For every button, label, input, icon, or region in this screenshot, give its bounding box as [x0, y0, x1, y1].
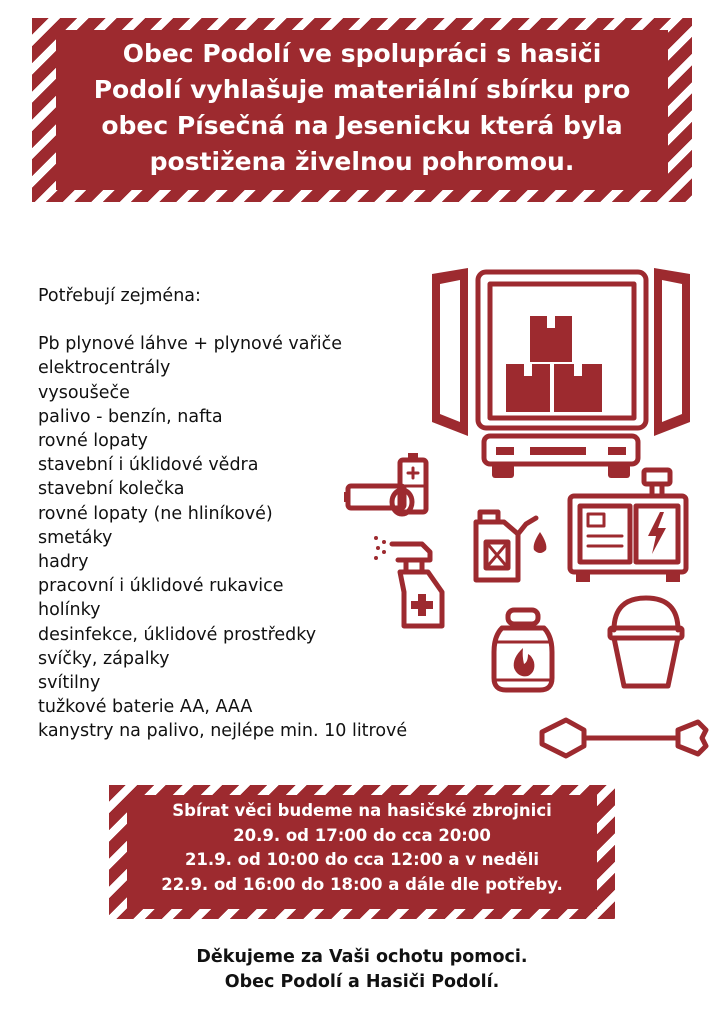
spray-bottle-icon: [372, 530, 448, 632]
list-item: stavební i úklidové vědra: [38, 455, 259, 476]
list-item: kanystry na palivo, nejlépe min. 10 litrové: [38, 721, 408, 742]
collection-line: 22.9. od 16:00 do 18:00 a dále dle potřeby.: [161, 874, 563, 894]
needs-heading: Potřebují zejména:: [38, 286, 201, 306]
announcement-line: Obec Podolí ve spolupráci s hasiči: [122, 39, 602, 68]
list-item: svítilny: [38, 673, 101, 694]
shovel-icon: [538, 712, 710, 764]
announcement-line: obec Písečná na Jesenicku která byla: [101, 111, 623, 140]
announcement-line: postižena živelnou pohromou.: [149, 147, 575, 176]
collection-line: 21.9. od 10:00 do cca 12:00 a v neděli: [184, 850, 540, 869]
list-item: rovné lopaty (ne hliníkové): [38, 503, 273, 524]
announcement-text: [56, 30, 668, 190]
announcement-banner: [32, 18, 692, 202]
announcement-line: Podolí vyhlašuje materiální sbírku pro: [93, 75, 631, 104]
list-item: Pb plynové láhve + plynové vařiče: [38, 334, 342, 355]
generator-icon: [566, 466, 690, 586]
list-item: svíčky, zápalky: [38, 648, 170, 669]
truck-icon: [430, 266, 692, 480]
thanks-footer: [0, 945, 724, 995]
list-item: pracovní i úklidové rukavice: [38, 576, 284, 597]
gas-cylinder-icon: [490, 606, 556, 694]
thanks-line: Děkujeme za Vaši ochotu pomoci.: [196, 947, 528, 967]
fuel-canister-icon: [470, 508, 550, 584]
list-item: palivo - benzín, nafta: [38, 406, 223, 427]
list-item: tužkové baterie AA, AAA: [38, 697, 253, 718]
list-item: hadry: [38, 552, 89, 573]
list-item: desinfekce, úklidové prostředky: [38, 624, 317, 645]
collection-banner: [109, 785, 615, 919]
batteries-icon: [344, 450, 430, 518]
thanks-line: Obec Podolí a Hasiči Podolí.: [224, 972, 500, 992]
list-item: rovné lopaty: [38, 431, 148, 452]
collection-text: [127, 795, 597, 909]
collection-line: 20.9. od 17:00 do cca 20:00: [233, 825, 491, 845]
list-item: smetáky: [38, 527, 113, 548]
collection-line: Sbírat věci budeme na hasičské zbrojnici: [172, 801, 552, 820]
list-item: stavební kolečka: [38, 479, 185, 500]
list-item: holínky: [38, 600, 101, 621]
list-item: vysoušeče: [38, 382, 130, 403]
list-item: elektrocentrály: [38, 358, 171, 379]
bucket-icon: [606, 594, 686, 692]
